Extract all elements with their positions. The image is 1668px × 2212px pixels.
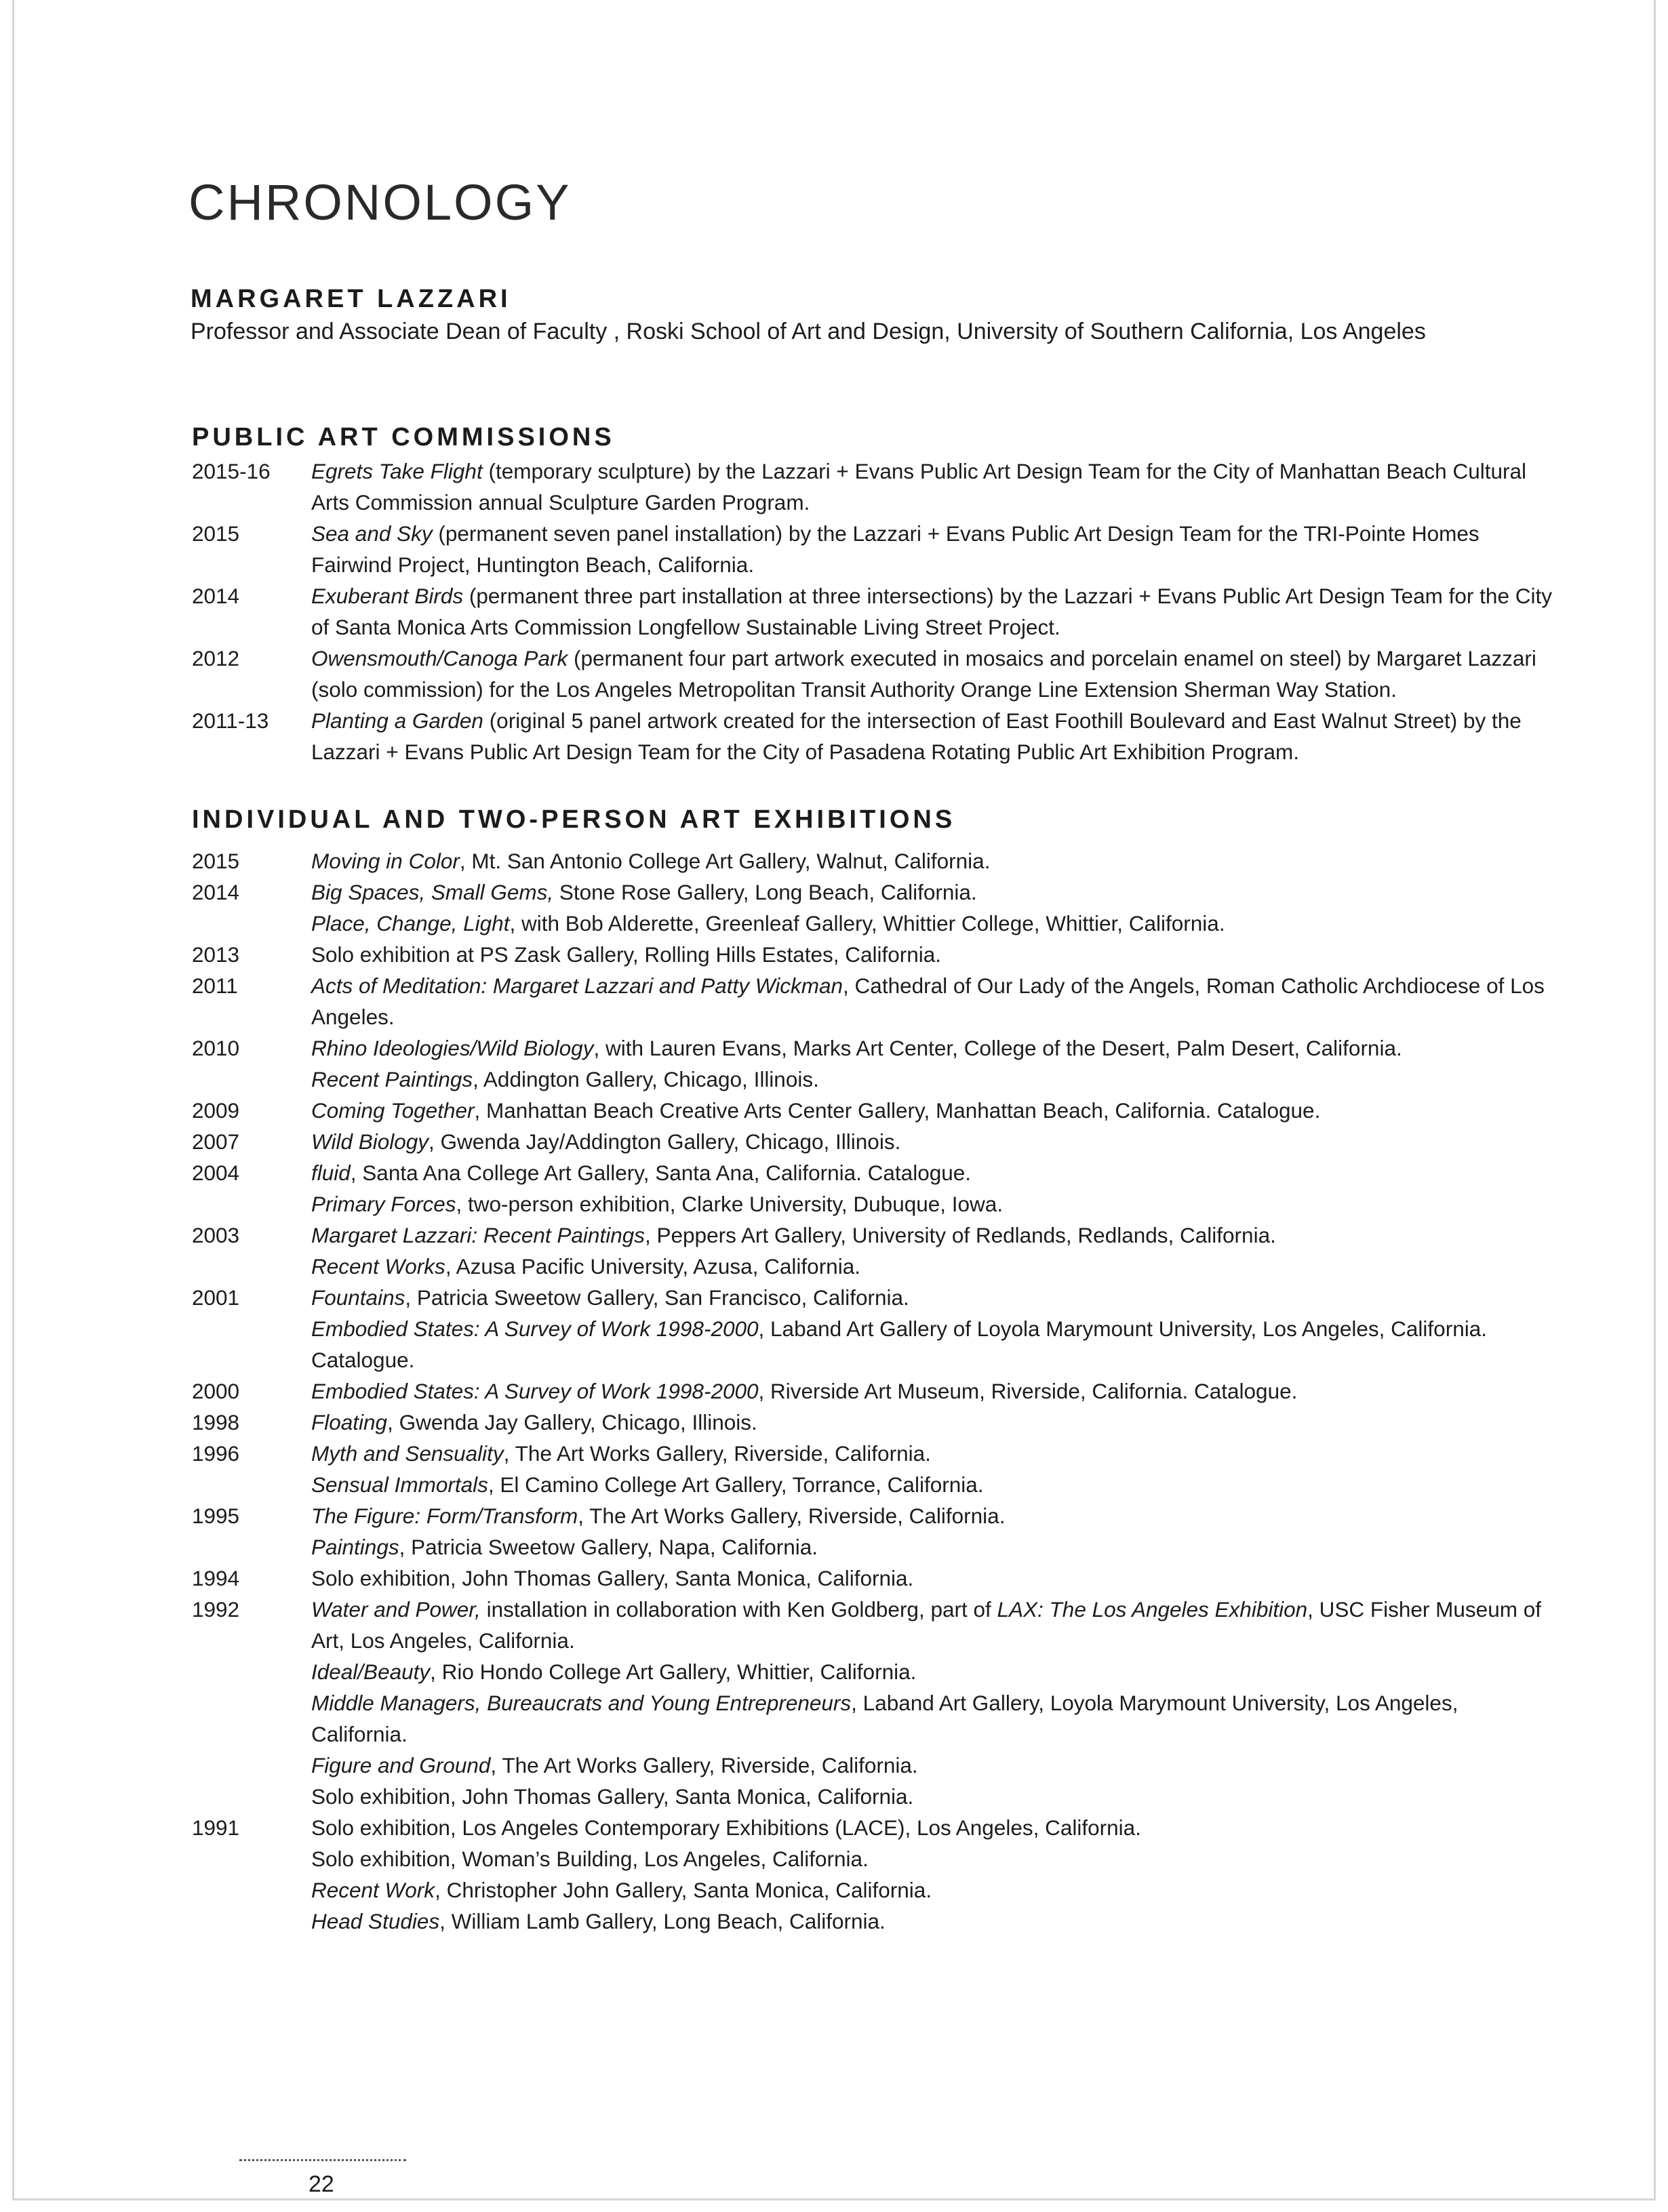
entry-text	[311, 1126, 1555, 1157]
exhibition-entry	[192, 1781, 1555, 1812]
entry-detail: , Gwenda Jay Gallery, Chicago, Illinois.	[387, 1410, 757, 1434]
entry-text	[311, 1251, 1555, 1282]
exhibition-entry	[192, 1687, 1555, 1750]
entry-text	[311, 1906, 1555, 1937]
entry-detail: , Addington Gallery, Chicago, Illinois.	[473, 1067, 819, 1091]
entry-year: 1992	[192, 1597, 240, 1622]
exhibition-entry	[192, 1812, 1555, 1843]
exhibition-entry	[192, 1095, 1555, 1126]
entry-year: 2001	[192, 1285, 240, 1310]
exhibition-entry	[192, 1188, 1555, 1220]
entry-detail: Solo exhibition, John Thomas Gallery, Santa Monica, California.	[311, 1566, 914, 1590]
entry-year	[192, 1687, 311, 1750]
public-art-entry	[192, 580, 1555, 643]
entry-text	[311, 1750, 1555, 1781]
entry-title: Recent Works	[311, 1254, 445, 1279]
entry-title: Wild Biology	[311, 1129, 429, 1154]
entry-year	[192, 908, 311, 939]
entry-detail: , Patricia Sweetow Gallery, Napa, California.	[399, 1535, 818, 1559]
entry-detail: (permanent three part installation at three intersections) by the Lazzari + Evans Public Art Design Team for the City of Santa Monica Arts Commission Longfellow Sustainable Living Street Project.	[311, 584, 1552, 639]
exhibition-entry	[192, 1469, 1555, 1500]
entry-detail: (permanent four part artwork executed in mosaics and porcelain enamel on steel) by Margaret Lazzari (solo commission) for the Los Angeles Metropolitan Transit Authority Orange Line Extension Sherman Way Station.	[311, 646, 1536, 702]
entry-detail: , with Bob Alderette, Greenleaf Gallery, Whittier College, Whittier, California.	[509, 911, 1225, 936]
exhibition-entry	[192, 1064, 1555, 1095]
entry-detail: , with Lauren Evans, Marks Art Center, College of the Desert, Palm Desert, California.	[593, 1036, 1402, 1060]
page-title: CHRONOLOGY	[188, 174, 572, 230]
exhibition-entry	[192, 1126, 1555, 1157]
entry-title: Margaret Lazzari: Recent Paintings	[311, 1223, 645, 1247]
exhibition-entry	[192, 1220, 1555, 1251]
exhibition-entry	[192, 845, 1555, 877]
entry-detail: , The Art Works Gallery, Riverside, California.	[503, 1441, 931, 1466]
entry-text	[311, 1313, 1555, 1375]
entry-text	[311, 877, 1555, 908]
page-number: 22	[309, 2171, 334, 2197]
entry-text	[311, 939, 1555, 970]
entry-title: Planting a Garden	[311, 708, 483, 733]
entry-detail: , Riverside Art Museum, Riverside, California. Catalogue.	[758, 1379, 1298, 1403]
exhibition-entry	[192, 1313, 1555, 1375]
entry-detail: , Manhattan Beach Creative Arts Center Gallery, Manhattan Beach, California. Catalogue.	[474, 1098, 1321, 1123]
entry-year: 2011-13	[192, 708, 269, 733]
author-name: MARGARET LAZZARI	[191, 285, 511, 313]
exhibition-entry	[192, 1531, 1555, 1563]
public-art-heading: PUBLIC ART COMMISSIONS	[192, 423, 615, 451]
entry-text	[311, 1375, 1555, 1407]
entry-year	[192, 1874, 311, 1906]
entry-year	[192, 1064, 311, 1095]
entry-text	[311, 1812, 1555, 1843]
entry-title: Figure and Ground	[311, 1753, 491, 1777]
public-art-entry	[192, 643, 1555, 705]
entry-text	[311, 1781, 1555, 1812]
entry-year: 1998	[192, 1410, 240, 1434]
entry-text	[311, 1064, 1555, 1095]
entry-title: Owensmouth/Canoga Park	[311, 646, 568, 670]
entry-title: LAX: The Los Angeles Exhibition	[997, 1597, 1308, 1622]
entry-detail: (permanent seven panel installation) by the Lazzari + Evans Public Art Design Team for the TRI-Pointe Homes Fairwind Project, Huntington Beach, California.	[311, 521, 1480, 577]
entry-title: Head Studies	[311, 1909, 440, 1933]
entry-text	[311, 1874, 1555, 1906]
entry-title: Recent Work	[311, 1878, 435, 1902]
public-art-entry	[192, 705, 1555, 767]
entry-detail: Stone Rose Gallery, Long Beach, California.	[553, 880, 977, 904]
entry-year: 2011	[192, 973, 238, 998]
exhibition-entry	[192, 1157, 1555, 1188]
entry-detail: , Mt. San Antonio College Art Gallery, Walnut, California.	[459, 849, 991, 873]
entry-year: 2013	[192, 942, 240, 967]
exhibition-entry	[192, 1032, 1555, 1064]
exhibitions-heading: INDIVIDUAL AND TWO-PERSON ART EXHIBITIONS	[192, 805, 956, 834]
entry-title: Place, Change, Light	[311, 911, 510, 936]
entry-text	[311, 1157, 1555, 1188]
entry-title: Embodied States: A Survey of Work 1998-2000	[311, 1379, 759, 1403]
entry-year	[192, 1313, 311, 1375]
entry-text	[311, 1843, 1555, 1874]
entry-text	[311, 845, 1555, 877]
exhibition-entry	[192, 1563, 1555, 1594]
entry-title: Floating	[311, 1410, 388, 1434]
entry-year	[192, 1843, 311, 1874]
entry-detail: installation in collaboration with Ken Goldberg, part of	[480, 1597, 997, 1622]
exhibition-entry	[192, 1656, 1555, 1687]
entry-detail: Solo exhibition at PS Zask Gallery, Rolling Hills Estates, California.	[311, 942, 942, 967]
entry-year	[192, 1656, 311, 1687]
entry-text	[311, 1282, 1555, 1313]
exhibition-entry	[192, 970, 1555, 1032]
entry-text	[311, 1531, 1555, 1563]
exhibition-entry	[192, 908, 1555, 939]
entry-detail: (original 5 panel artwork created for the intersection of East Foothill Boulevard and East Walnut Street) by the Lazzari + Evans Public Art Design Team for the City of Pasadena Rotating Public Art Exhibition Program.	[311, 708, 1522, 764]
exhibition-entry	[192, 1407, 1555, 1438]
entry-text	[311, 1220, 1555, 1251]
entry-title: Sea and Sky	[311, 521, 433, 546]
entry-title: Big Spaces, Small Gems,	[311, 880, 554, 904]
exhibitions-list	[192, 845, 1555, 1937]
entry-year: 2010	[192, 1036, 240, 1060]
public-art-entry	[192, 456, 1555, 518]
entry-title: Acts of Meditation: Margaret Lazzari and Patty Wickman	[311, 973, 843, 998]
entry-title: Water and Power,	[311, 1597, 481, 1622]
entry-year: 2004	[192, 1161, 240, 1185]
entry-year	[192, 1750, 311, 1781]
entry-title: The Figure: Form/Transform	[311, 1504, 578, 1528]
entry-title: Sensual Immortals	[311, 1472, 488, 1497]
entry-detail: , The Art Works Gallery, Riverside, California.	[490, 1753, 918, 1777]
entry-detail: , Laband Art Gallery, Loyola Marymount University, Los Angeles, California.	[311, 1691, 1458, 1746]
entry-title: Middle Managers, Bureaucrats and Young Entrepreneurs	[311, 1691, 852, 1715]
exhibition-entry	[192, 1906, 1555, 1937]
entry-detail: , William Lamb Gallery, Long Beach, California.	[439, 1909, 886, 1933]
entry-text	[311, 456, 1555, 518]
exhibition-entry	[192, 1282, 1555, 1313]
entry-detail: , Santa Ana College Art Gallery, Santa Ana, California. Catalogue.	[350, 1161, 972, 1185]
entry-text	[311, 705, 1555, 767]
exhibition-entry	[192, 1843, 1555, 1874]
exhibition-entry	[192, 877, 1555, 908]
entry-title: Egrets Take Flight	[311, 459, 483, 483]
entry-year: 2014	[192, 584, 240, 608]
entry-detail: , Peppers Art Gallery, University of Redlands, Redlands, California.	[645, 1223, 1276, 1247]
public-art-entry	[192, 518, 1555, 580]
entry-year: 2014	[192, 880, 240, 904]
exhibition-entry	[192, 1750, 1555, 1781]
entry-title: Exuberant Birds	[311, 584, 464, 608]
entry-text	[311, 1469, 1555, 1500]
entry-detail: , Patricia Sweetow Gallery, San Francisco, California.	[405, 1285, 909, 1310]
entry-year	[192, 1188, 311, 1220]
entry-title: Recent Paintings	[311, 1067, 473, 1091]
exhibition-entry	[192, 939, 1555, 970]
entry-detail: , USC Fisher Museum of Art, Los Angeles, California.	[311, 1597, 1541, 1653]
entry-year	[192, 1906, 311, 1937]
entry-text	[311, 1438, 1555, 1469]
exhibition-entry	[192, 1438, 1555, 1469]
entry-detail: , El Camino College Art Gallery, Torrance, California.	[488, 1472, 984, 1497]
entry-detail: , Christopher John Gallery, Santa Monica, California.	[435, 1878, 932, 1902]
entry-year: 1995	[192, 1504, 240, 1528]
entry-year: 1991	[192, 1815, 240, 1840]
entry-year: 2007	[192, 1129, 240, 1154]
entry-year	[192, 1469, 311, 1500]
entry-detail: , Azusa Pacific University, Azusa, California.	[445, 1254, 860, 1279]
entry-text	[311, 1687, 1555, 1750]
entry-title: Primary Forces	[311, 1192, 456, 1216]
entry-title: fluid	[311, 1161, 351, 1185]
entry-year	[192, 1251, 311, 1282]
entry-year: 2012	[192, 646, 240, 670]
entry-year: 2015	[192, 849, 240, 873]
entry-detail: , The Art Works Gallery, Riverside, California.	[578, 1504, 1006, 1528]
author-affiliation: Professor and Associate Dean of Faculty , Roski School of Art and Design, University of Southern California, Los Angeles	[191, 319, 1426, 344]
entry-text	[311, 518, 1555, 580]
entry-text	[311, 1407, 1555, 1438]
entry-detail: , Gwenda Jay/Addington Gallery, Chicago, Illinois.	[429, 1129, 901, 1154]
entry-detail: , Laband Art Gallery of Loyola Marymount University, Los Angeles, California. Catalogue.	[311, 1316, 1487, 1372]
entry-text	[311, 1500, 1555, 1531]
entry-text	[311, 643, 1555, 705]
entry-text	[311, 1188, 1555, 1220]
entry-detail: Solo exhibition, Woman’s Building, Los Angeles, California.	[311, 1847, 869, 1871]
entry-detail: (temporary sculpture) by the Lazzari + Evans Public Art Design Team for the City of Manhattan Beach Cultural Arts Commission annual Sculpture Garden Program.	[311, 459, 1526, 515]
entry-title: Myth and Sensuality	[311, 1441, 504, 1466]
entry-title: Paintings	[311, 1535, 399, 1559]
entry-year: 2000	[192, 1379, 240, 1403]
exhibition-entry	[192, 1594, 1555, 1656]
entry-year: 2015	[192, 521, 240, 546]
entry-text	[311, 1032, 1555, 1064]
entry-detail: Solo exhibition, Los Angeles Contemporary Exhibitions (LACE), Los Angeles, California.	[311, 1815, 1141, 1840]
entry-text	[311, 970, 1555, 1032]
entry-title: Ideal/Beauty	[311, 1660, 431, 1684]
entry-year: 2015-16	[192, 459, 271, 483]
exhibition-entry	[192, 1874, 1555, 1906]
entry-detail: , Cathedral of Our Lady of the Angels, Roman Catholic Archdiocese of Los Angeles.	[311, 973, 1545, 1029]
entry-detail: Solo exhibition, John Thomas Gallery, Santa Monica, California.	[311, 1784, 914, 1809]
entry-year: 2009	[192, 1098, 240, 1123]
entry-text	[311, 1594, 1555, 1656]
exhibition-entry	[192, 1375, 1555, 1407]
entry-detail: , Rio Hondo College Art Gallery, Whittier, California.	[430, 1660, 917, 1684]
entry-title: Coming Together	[311, 1098, 475, 1123]
entry-text	[311, 1563, 1555, 1594]
entry-year: 1996	[192, 1441, 240, 1466]
entry-year	[192, 1781, 311, 1812]
entry-text	[311, 580, 1555, 643]
entry-title: Embodied States: A Survey of Work 1998-2000	[311, 1316, 759, 1341]
entry-text	[311, 908, 1555, 939]
entry-year: 1994	[192, 1566, 240, 1590]
footer-divider	[239, 2159, 406, 2161]
entry-title: Rhino Ideologies/Wild Biology	[311, 1036, 594, 1060]
entry-title: Moving in Color	[311, 849, 460, 873]
entry-detail: , two-person exhibition, Clarke University, Dubuque, Iowa.	[456, 1192, 1004, 1216]
exhibition-entry	[192, 1500, 1555, 1531]
exhibition-entry	[192, 1251, 1555, 1282]
entry-text	[311, 1656, 1555, 1687]
entry-year: 2003	[192, 1223, 240, 1247]
public-art-list	[192, 456, 1555, 767]
entry-title: Fountains	[311, 1285, 405, 1310]
entry-text	[311, 1095, 1555, 1126]
entry-year	[192, 1531, 311, 1563]
